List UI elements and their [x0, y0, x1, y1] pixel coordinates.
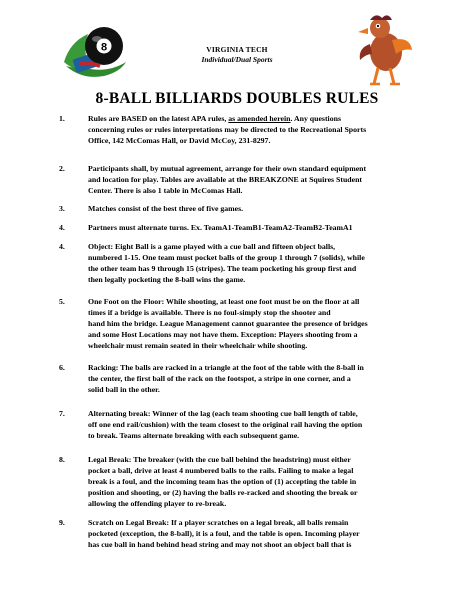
- rule-line: Rules are BASED on the latest APA rules, as amended herein. Any questions: [88, 114, 341, 123]
- rule-line: times if a bridge is available. There is no foul-simply stop the shooter and: [88, 308, 331, 317]
- rule-line: Center. There is also 1 table in McComas Hall.: [88, 186, 243, 195]
- rule-line: the center, the first ball of the rack on the footspot, a stripe in one corner, and a: [88, 374, 351, 383]
- rule-text: [88, 241, 458, 285]
- rule-line: and some Host Locations may not have them. Exception: Players shooting from a: [88, 330, 358, 339]
- rule-text: [88, 517, 458, 550]
- rule-number: 5.: [59, 297, 65, 306]
- rule-number: 7.: [59, 409, 65, 418]
- department-name: Individual/Dual Sports: [201, 55, 273, 64]
- rule-text: [88, 296, 458, 351]
- rule-line: Object: Eight Ball is a game played with a cue ball and fifteen object balls,: [88, 242, 336, 251]
- rule-line: concerning rules or rules interpretations may be directed to the Recreational Sports: [88, 125, 367, 134]
- logo-ball-number: 8: [100, 41, 108, 54]
- rule-text: [88, 203, 458, 214]
- rule-line: allowing the offending player to re-break.: [88, 499, 227, 508]
- rule-text: [88, 454, 458, 509]
- rule-number: 9.: [59, 518, 65, 527]
- rule-line: solid ball in the other.: [88, 385, 160, 394]
- rule-line: and location for play. Tables are available at the BREAKZONE at Squires Student: [88, 175, 363, 184]
- rule-line: to break. Teams alternate breaking with each subsequent game.: [88, 431, 300, 440]
- rule-line: off one end rail/cushion) with the team closest to the original rail having the option: [88, 420, 363, 429]
- rule-line: pocket a ball, drive at least 4 numbered balls to the rails. Failing to make a legal: [88, 466, 354, 475]
- rule-line: Alternating break: Winner of the lag (each team shooting cue ball length of table,: [88, 409, 358, 418]
- rule-line: Participants shall, by mutual agreement, arrange for their own standard equipment: [88, 164, 367, 173]
- rule-number: 8.: [59, 455, 65, 464]
- rule-number: 2.: [59, 164, 65, 173]
- rule-line: Office, 142 McComas Hall, or David McCoy, 231-8297.: [88, 136, 271, 145]
- rule-line: break is a foul, and the incoming team has the option of (1) accepting the table in: [88, 477, 357, 486]
- rule-line: pocketed (exception, the 8-ball), it is a foul, and the table is open. Incoming player: [88, 529, 360, 538]
- rule-line: Scratch on Legal Break: If a player scratches on a legal break, all balls remain: [88, 518, 349, 527]
- rule-number: 1.: [59, 114, 65, 123]
- institution-name: VIRGINIA TECH: [206, 45, 268, 54]
- rule-line: Racking: The balls are racked in a triangle at the foot of the table with the 8-ball in: [88, 363, 364, 372]
- rule-number: 3.: [59, 204, 65, 213]
- rule-number: 6.: [59, 363, 65, 372]
- rule-line: Matches consist of the best three of five games.: [88, 204, 244, 213]
- rule-number: 4.: [59, 242, 65, 251]
- rule-line: then legally pocketing the 8-ball wins the game.: [88, 275, 246, 284]
- rule-text: [88, 113, 458, 146]
- rule-line: hand him the bridge. League Management cannot guarantee the presence of bridges: [88, 319, 368, 328]
- rule-line: One Foot on the Floor: While shooting, at least one foot must be on the floor at all: [88, 297, 360, 306]
- rule-line: has cue ball in hand behind head string and may not shoot an object ball that is: [88, 540, 352, 549]
- rule-line: numbered 1-15. One team must pocket balls of the group 1 through 7 (solids), while: [88, 253, 365, 262]
- rule-text: [88, 362, 458, 395]
- page-title: 8-BALL BILLIARDS DOUBLES RULES: [95, 90, 379, 107]
- rule-text: [88, 163, 458, 196]
- rule-line: position and shooting, or (2) having the balls re-racked and shooting the break or: [88, 488, 358, 497]
- underlined-text: as amended herein: [228, 114, 291, 123]
- rule-line: Partners must alternate turns. Ex. TeamA1-TeamB1-TeamA2-TeamB2-TeamA1: [88, 223, 353, 232]
- rule-line: wheelchair must remain seated in their wheelchair while shooting.: [88, 341, 308, 350]
- rule-line: the other team has 9 through 15 (stripes). The team pocketing his group first and: [88, 264, 357, 273]
- rule-text: [88, 408, 458, 441]
- rule-number: 4.: [59, 223, 65, 232]
- rule-text: [88, 222, 458, 233]
- rule-line: Legal Break: The breaker (with the cue ball behind the headstring) must either: [88, 455, 351, 464]
